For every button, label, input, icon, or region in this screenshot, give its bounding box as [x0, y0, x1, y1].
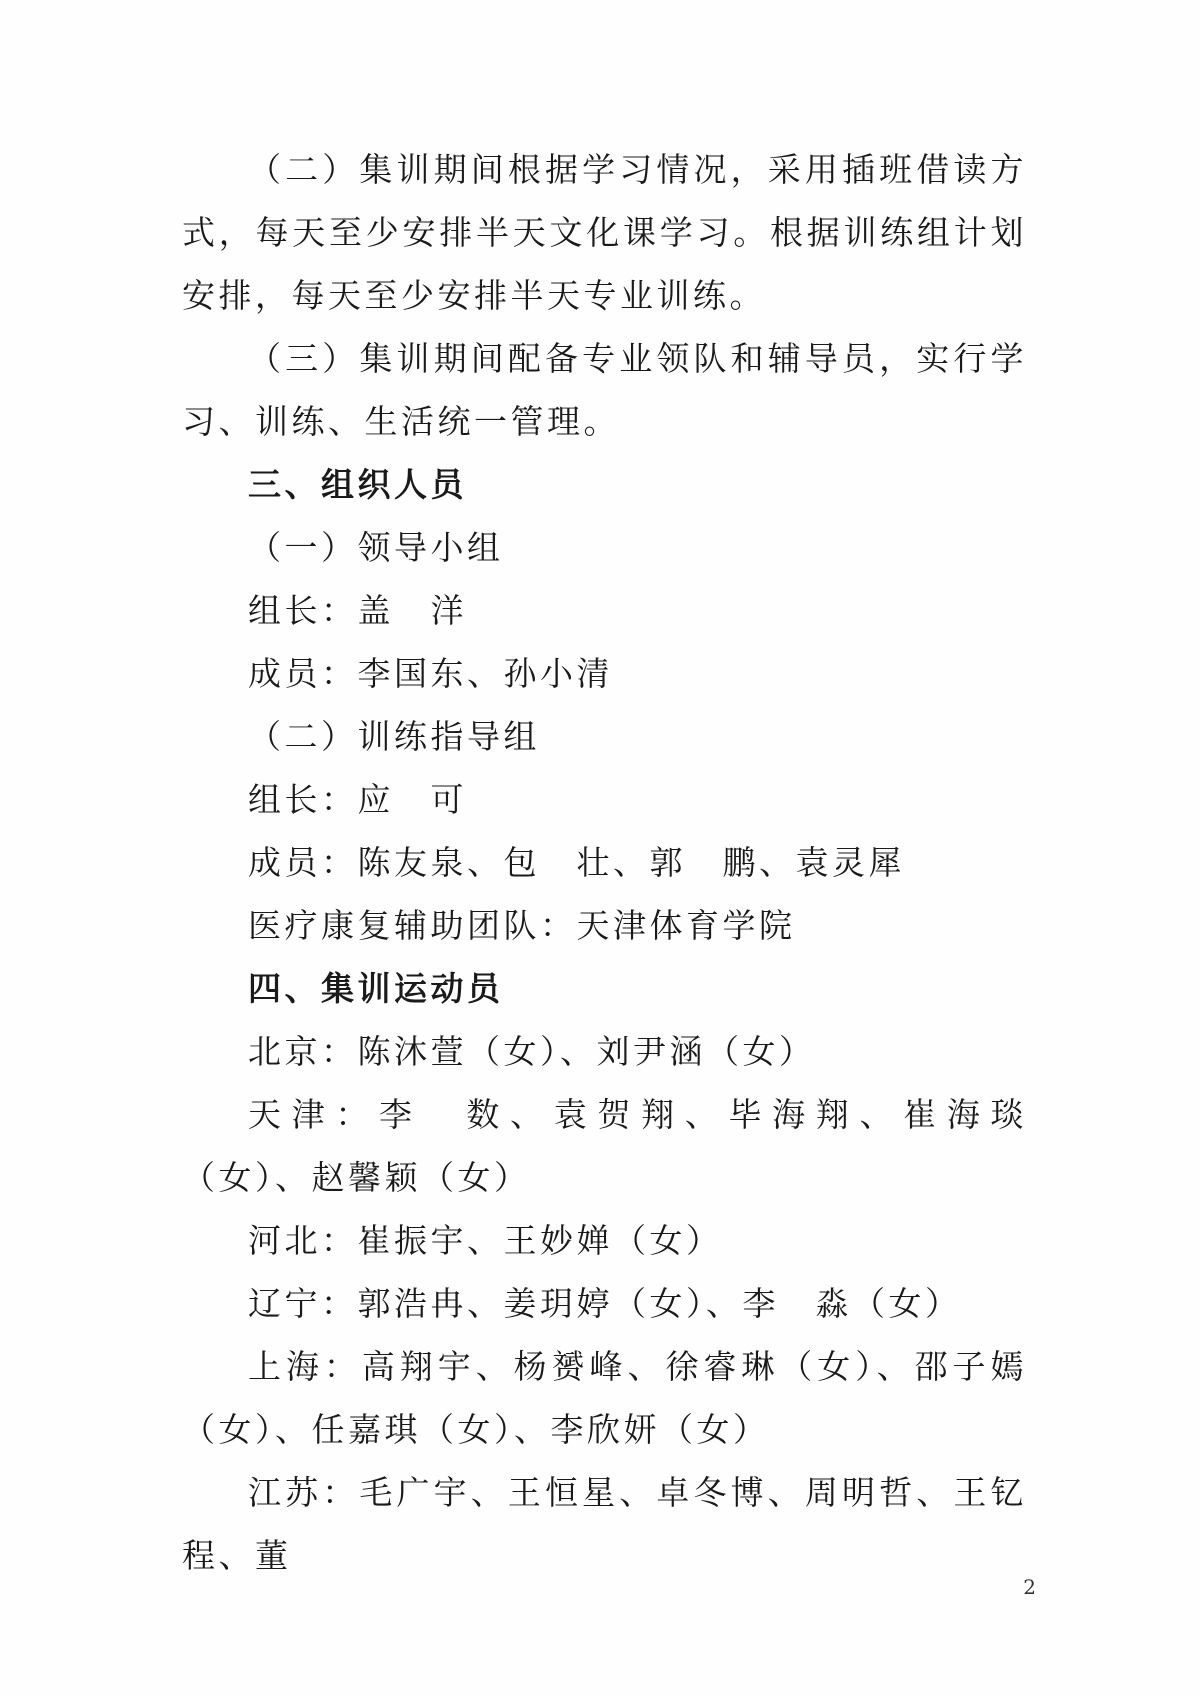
training-group-leader: 组长：应 可 [248, 780, 467, 819]
training-group-title: （二）训练指导组 [248, 717, 540, 756]
athletes-jiangsu: 江苏：毛广宇、王恒星、卓冬博、周明哲、王钇程、董 [182, 1473, 1027, 1575]
leadership-group-title: （一）领导小组 [248, 528, 504, 567]
training-group-members: 成员：陈友泉、包 壮、郭 鹏、袁灵犀 [248, 843, 905, 882]
medical-team: 医疗康复辅助团队：天津体育学院 [248, 906, 796, 945]
leadership-group-leader: 组长：盖 洋 [248, 591, 467, 630]
athletes-beijing: 北京：陈沐萱（女）、刘尹涵（女） [248, 1032, 816, 1071]
athletes-tianjin: 天津：李 数、袁贺翔、毕海翔、崔海琰（女）、赵馨颖（女） [182, 1095, 1027, 1197]
paragraph-study-arrangement: （二）集训期间根据学习情况，采用插班借读方式，每天至少安排半天文化课学习。根据训练组计划安排，每天至少安排半天专业训练。 [182, 150, 1027, 315]
athletes-shanghai: 上海：高翔宇、杨赟峰、徐睿琳（女）、邵子嫣（女）、任嘉琪（女）、李欣妍（女） [182, 1347, 1027, 1449]
athletes-liaoning: 辽宁：郭浩冉、姜玥婷（女）、李 淼（女） [248, 1284, 962, 1323]
athletes-hebei: 河北：崔振宇、王妙婵（女） [248, 1221, 723, 1260]
section-heading-organization: 三、组织人员 [248, 465, 467, 504]
paragraph-management: （三）集训期间配备专业领队和辅导员，实行学习、训练、生活统一管理。 [182, 339, 1027, 441]
document-body [182, 138, 1027, 1587]
section-heading-athletes: 四、集训运动员 [248, 969, 504, 1008]
page-number: 2 [1023, 1575, 1036, 1599]
leadership-group-members: 成员：李国东、孙小清 [248, 654, 613, 693]
